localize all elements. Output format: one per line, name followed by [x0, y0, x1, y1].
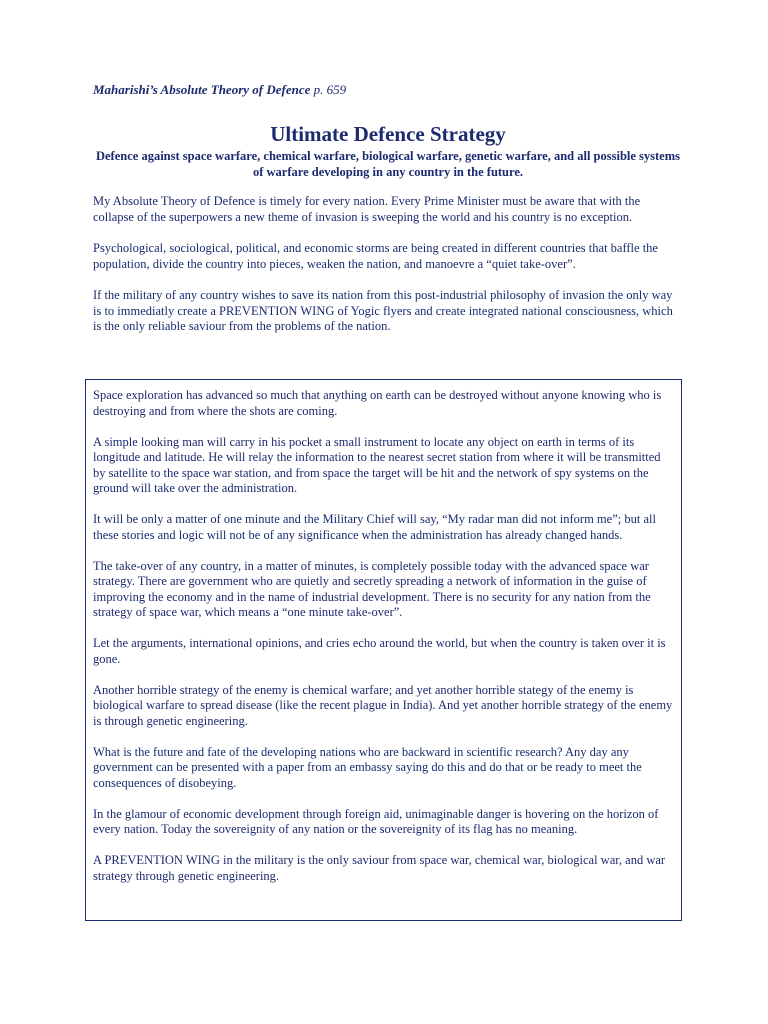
box-paragraph: In the glamour of economic development through foreign aid, unimaginable danger is hovering on the horizon of every nation. Today the sovereignity of any nation or the sovereignity of its flag has no meaning. [93, 806, 659, 836]
box-paragraph: A simple looking man will carry in his pocket a small instrument to locate any object on earth in terms of its longitude and latitude. He will relay the information to the nearest secret station from where it will be transmitted by satellite to the space war station, and from space the target will be hit and the network of spy systems on the ground will take over the administration. [93, 434, 661, 495]
source-reference [93, 82, 346, 98]
box-paragraph: Let the arguments, international opinions, and cries echo around the world, but when the country is taken over it is gone. [93, 636, 666, 666]
page-subtitle: Defence against space warfare, chemical warfare, biological warfare, genetic warfare, and all possible systems of warfare developing in any country in the future. [95, 149, 681, 179]
box-paragraph: Space exploration has advanced so much that anything on earth can be destroyed without anyone knowing who is destroying and from where the shots are coming. [93, 388, 662, 418]
box-paragraph: The take-over of any country, in a matter of minutes, is completely possible today with the advanced space war strategy. There are government who are quietly and secretly spreading a network of information in the guise of improving the economy and in the name of industrial development. There is no security for any nation from the strategy of space war, which means a “one minute take-over”. [93, 558, 651, 619]
intro-paragraph: If the military of any country wishes to save its nation from this post-industrial philosophy of invasion the only way is to immediatly create a PREVENTION WING of Yogic flyers and create integrated national consciousness, which is the only reliable saviour from the problems of the nation. [93, 288, 673, 333]
intro-paragraph: Psychological, sociological, political, and economic storms are being created in different countries that baffle the population, divide the country into pieces, weaken the nation, and manoevre a “quiet take-over”. [93, 241, 658, 271]
page-title: Ultimate Defence Strategy [270, 122, 506, 146]
box-paragraph: A PREVENTION WING in the military is the only saviour from space war, chemical war, biological war, and war strategy through genetic engineering. [93, 853, 666, 883]
source-title: Maharishi’s Absolute Theory of Defence [93, 82, 311, 97]
box-paragraph: Another horrible strategy of the enemy is chemical warfare; and yet another horrible stategy of the enemy is biological warfare to spread disease (like the recent plague in India). And yet another horrible strategy of the enemy is through genetic engineering. [93, 682, 673, 728]
intro-paragraph: My Absolute Theory of Defence is timely for every nation. Every Prime Minister must be aware that with the collapse of the superpowers a new theme of invasion is sweeping the world and his country is no exception. [93, 194, 641, 224]
intro-section [93, 194, 683, 351]
boxed-section [85, 379, 682, 921]
box-paragraph: What is the future and fate of the developing nations who are backward in scientific research? Any day any government can be presented with a paper from an embassy saying do this and do that or be ready to meet the consequences of disobeying. [93, 744, 642, 790]
box-paragraph: It will be only a matter of one minute and the Military Chief will say, “My radar man did not inform me”; but all these stories and logic will not be of any significance when the administration has already changed hands. [93, 512, 656, 542]
source-page: p. 659 [313, 82, 347, 97]
